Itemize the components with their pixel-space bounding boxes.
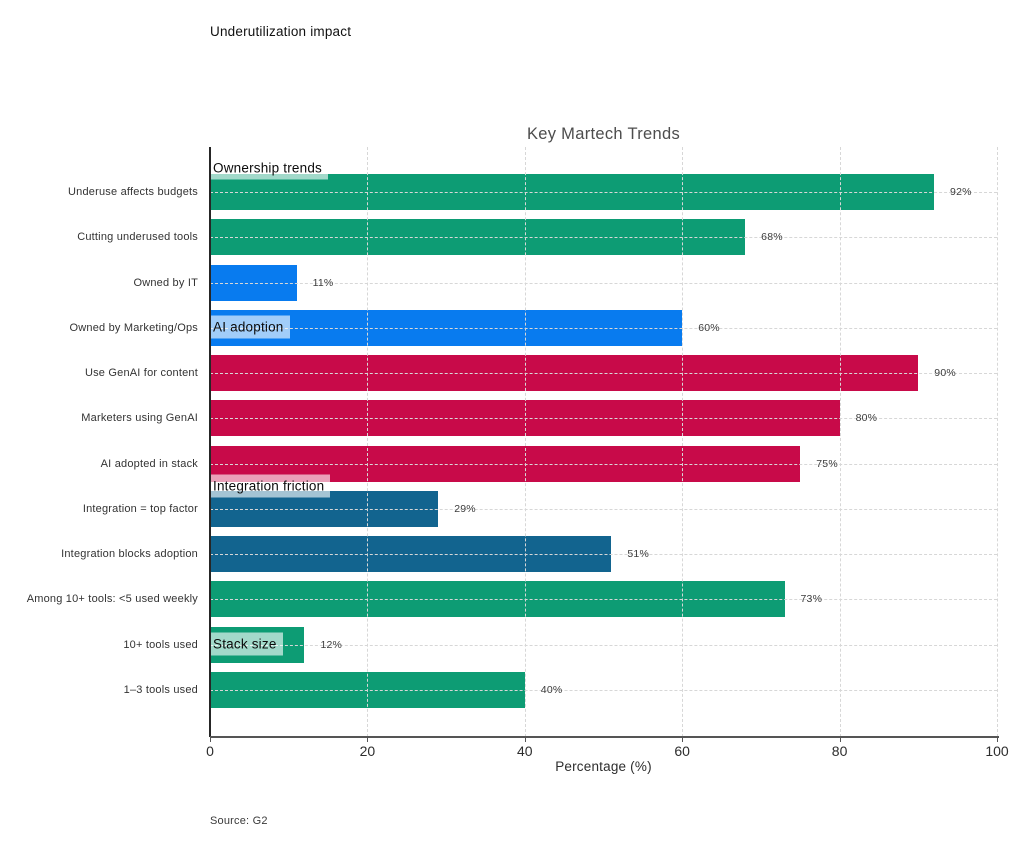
x-tick-label: 40: [517, 743, 533, 759]
bar-value-label: 51%: [627, 548, 649, 561]
category-label: AI adopted in stack: [100, 457, 198, 470]
gridline-vertical: [840, 147, 841, 737]
category-label: Owned by Marketing/Ops: [69, 321, 198, 334]
x-tick-label: 80: [831, 743, 848, 759]
category-label: 1–3 tools used: [123, 684, 198, 696]
bar-value-label: 12%: [320, 638, 343, 651]
gridline-horizontal: [210, 464, 997, 465]
bar-value-label: 29%: [454, 502, 476, 515]
category-label: Integration blocks adoption: [61, 548, 198, 561]
gridline-vertical: [367, 147, 368, 737]
gridline-vertical: [682, 147, 683, 737]
bar-value-label: 40%: [540, 684, 563, 696]
source-caption: Source: G2: [210, 815, 268, 827]
group-annotation: Ownership trends: [211, 157, 328, 180]
gridline-horizontal: [210, 599, 997, 600]
gridline-horizontal: [210, 237, 997, 238]
plot-area: [210, 147, 997, 737]
gridline-horizontal: [210, 554, 997, 555]
bar-value-label: 75%: [816, 457, 838, 470]
gridline-vertical: [997, 147, 998, 737]
y-axis-spine: [209, 147, 211, 737]
gridline-horizontal: [210, 690, 997, 691]
category-label: Underuse affects budgets: [68, 186, 198, 198]
x-tick-label: 60: [674, 743, 690, 759]
group-annotation: Stack size: [211, 633, 283, 656]
category-label: Cutting underused tools: [77, 231, 198, 244]
bar-value-label: 60%: [698, 321, 720, 334]
gridline-horizontal: [210, 328, 997, 329]
group-annotation: AI adoption: [211, 316, 290, 339]
gridline-vertical: [525, 147, 526, 737]
y-axis-labels: [0, 147, 204, 737]
x-axis-spine: [210, 736, 999, 738]
x-tick-label: 20: [359, 743, 376, 759]
bar-value-label: 68%: [761, 231, 783, 244]
gridline-horizontal: [210, 509, 997, 510]
x-tick-label: 0: [206, 743, 214, 759]
x-tick-label: 100: [985, 743, 1009, 759]
group-annotation: Integration friction: [211, 475, 330, 498]
gridline-horizontal: [210, 418, 997, 419]
chart-title: Key Martech Trends: [526, 125, 681, 143]
bar-value-label: 11%: [312, 276, 334, 289]
category-label: Marketers using GenAI: [81, 412, 198, 425]
gridline-horizontal: [210, 373, 997, 374]
gridline-horizontal: [210, 192, 997, 193]
bar-value-label: 73%: [800, 593, 823, 606]
x-axis-label: Percentage (%): [555, 759, 652, 774]
category-label: Use GenAI for content: [84, 367, 198, 380]
category-label: Integration = top factor: [82, 502, 198, 515]
category-label: 10+ tools used: [123, 638, 198, 651]
category-label: Owned by IT: [133, 276, 198, 289]
bar-value-label: 90%: [934, 367, 956, 380]
bar-value-label: 80%: [855, 412, 878, 425]
figure-suptitle: Underutilization impact: [210, 24, 352, 39]
category-label: Among 10+ tools: <5 used weekly: [26, 593, 198, 606]
bar-value-label: 92%: [950, 186, 972, 198]
